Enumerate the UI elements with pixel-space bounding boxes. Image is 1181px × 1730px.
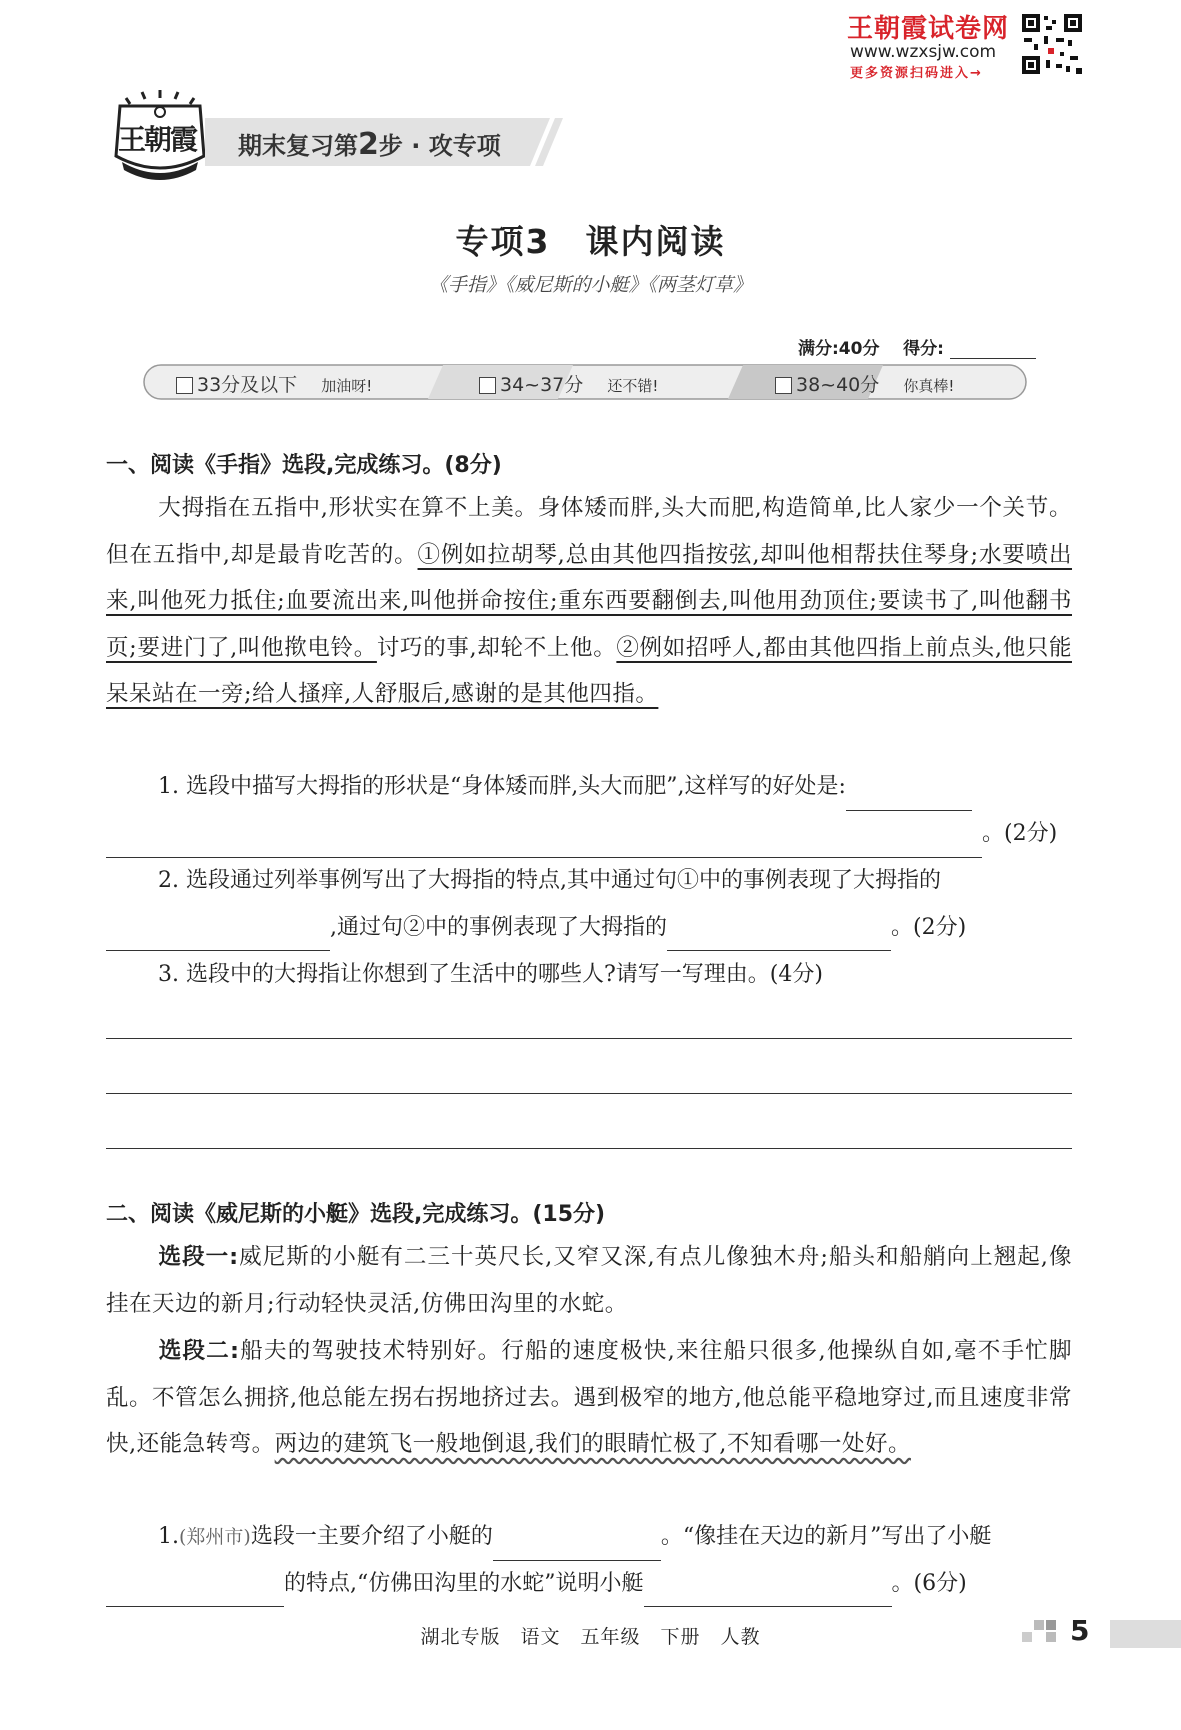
score-line: [798, 334, 1036, 359]
rating-item-mid: 34~37分 还不错!: [479, 370, 658, 397]
underlined-sentence-2: ②例如招呼人,都由其他四指上前点头,他只能呆呆站在一旁;给人搔痒,人舒服后,感谢的是其他四指。: [106, 634, 1072, 707]
answer-line[interactable]: [106, 1148, 1072, 1149]
section1-question3: 3. 选段中的大拇指让你想到了生活中的哪些人?请写一写理由。(4分): [158, 962, 823, 987]
rating-note: 加油呀!: [321, 377, 373, 395]
rating-item-low: 33分及以下 加油呀!: [176, 370, 372, 397]
footer-edition: 湖北专版 语文 五年级 下册 人教: [420, 1626, 761, 1648]
section2-heading: 二、阅读《威尼斯的小艇》选段,完成练习。(15分): [106, 1202, 606, 1227]
answer-blank[interactable]: [846, 784, 972, 811]
rating-note: 还不错!: [607, 377, 659, 395]
checkbox[interactable]: [479, 377, 496, 394]
answer-line[interactable]: [106, 1093, 1072, 1094]
section1-question1: 1. 选段中描写大拇指的形状是“身体矮而胖,头大而肥”,这样写的好处是:: [106, 764, 1072, 811]
underlined-sentence-1: ①例如拉胡琴,总由其他四指按弦,却叫他相帮扶住琴身;水要喷出来,叫他死力抵住;血要流出来,叫他拼命按住;重东西要翻倒去,叫他用劲顶住;要读书了,叫他翻书页;要进门了,叫他揿电铃。: [106, 541, 1073, 661]
brand-url[interactable]: www.wzxsjw.com: [850, 42, 997, 62]
answer-blank[interactable]: [667, 924, 891, 951]
answer-line[interactable]: [106, 1038, 1072, 1039]
score-label: 得分:: [903, 339, 944, 359]
page-corner-icon: [1020, 1618, 1060, 1652]
answer-blank[interactable]: [493, 1534, 661, 1561]
wavy-underlined-sentence: 两边的建筑飞一般地倒退,我们的眼睛忙极了,不知看哪一处好。: [274, 1431, 911, 1457]
section1-passage: 大拇指在五指中,形状实在算不上美。身体矮而胖,头大而肥,构造简单,比人家少一个关节。但在五指中,却是最肯吃苦的。①例如拉胡琴,总由其他四指按弦,却叫他相帮扶住琴身;水要喷出来,叫他死力抵住;血要流出来,叫他拼命按住;重东西要翻倒去,叫他用劲顶住;要读书了,叫他翻书页;要进门了,叫他揿电铃。讨巧的事,却轮不上他。②例如招呼人,都由其他四指上前点头,他只能呆呆站在一旁;给人搔痒,人舒服后,感谢的是其他四指。: [106, 495, 1073, 707]
brand-tagline: 更多资源扫码进入→: [850, 66, 983, 81]
page-title: 专项3 课内阅读: [455, 222, 726, 261]
score-blank[interactable]: [950, 340, 1036, 359]
page-subtitle: 《手指》《威尼斯的小艇》《两茎灯草》: [428, 274, 752, 296]
answer-blank[interactable]: [106, 831, 982, 858]
rating-note: 你真棒!: [903, 377, 955, 395]
section1-question1-line2: 。(2分): [106, 811, 1072, 858]
question-source-tag: (郑州市): [179, 1526, 251, 1548]
answer-blank[interactable]: [106, 1580, 284, 1607]
answer-blank[interactable]: [644, 1580, 892, 1607]
section2-excerpt2: 选段二:船夫的驾驶技术特别好。行船的速度极快,来往船只很多,他操纵自如,毫不手忙脚乱。不管怎么拥挤,他总能左拐右拐地挤过去。遇到极窄的地方,他总能平稳地穿过,而且速度非常快,还能急转弯。两边的建筑飞一般地倒退,我们的眼睛忙极了,不知看哪一处好。: [106, 1338, 1072, 1457]
section1-heading: 一、阅读《手指》选段,完成练习。(8分): [106, 453, 502, 478]
full-score: 满分:40分: [798, 339, 880, 359]
brand-name: 王朝霞试卷网: [847, 14, 1010, 44]
page-number: 5: [1070, 1614, 1090, 1647]
checkbox[interactable]: [176, 377, 193, 394]
section-banner: 期末复习第2步 · 攻专项: [238, 127, 501, 162]
section1-question2: 2. 选段通过列举事例写出了大拇指的特点,其中通过句①中的事例表现了大拇指的,通过句②中的事例表现了大拇指的 。(2分): [106, 858, 1072, 951]
section2-excerpt1: 选段一:威尼斯的小艇有二三十英尺长,又窄又深,有点儿像独木舟;船头和船艄向上翘起,像挂在天边的新月;行动轻快灵活,仿佛田沟里的水蛇。: [106, 1244, 1072, 1317]
section2-question1: 1.(郑州市)选段一主要介绍了小艇的 。“像挂在天边的新月”写出了小艇的特点,“仿佛田沟里的水蛇”说明小艇 。(6分): [106, 1514, 1072, 1607]
logo-text: 王朝霞: [118, 123, 197, 156]
page-tab: [1110, 1620, 1181, 1648]
qr-code-icon[interactable]: [1020, 12, 1084, 76]
answer-blank[interactable]: [106, 924, 330, 951]
rating-item-high: 38~40分 你真棒!: [775, 370, 954, 397]
checkbox[interactable]: [775, 377, 792, 394]
